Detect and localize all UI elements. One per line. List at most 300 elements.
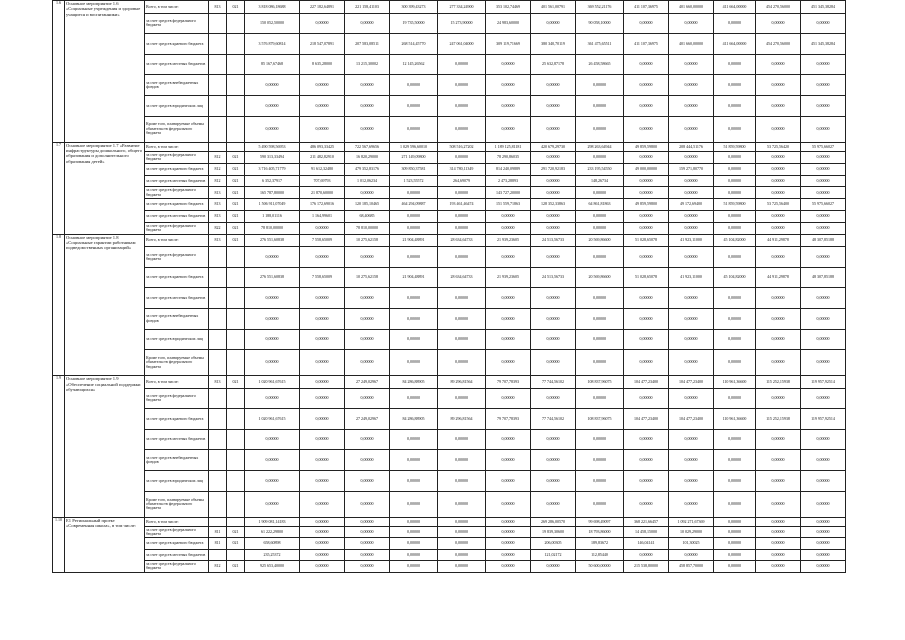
- amount-cell: 0,00000: [801, 450, 846, 471]
- budget-code: [209, 329, 227, 350]
- section-code: 021: [227, 376, 245, 389]
- section-code: [227, 142, 245, 151]
- funding-source: за счет средств местных бюджетов: [145, 549, 209, 560]
- amount-cell: 0,00000: [486, 95, 531, 116]
- section-code: 021: [227, 538, 245, 549]
- amount-cell: 1 909 081,14183: [245, 517, 300, 526]
- amount-cell: 0,00000: [390, 538, 438, 549]
- amount-cell: 411 664,00000: [714, 34, 756, 55]
- section-code: [227, 288, 245, 309]
- amount-cell: 298 263,64944: [576, 142, 624, 151]
- amount-cell: 211 482,82910: [300, 151, 345, 163]
- amount-cell: 0,00000: [345, 350, 390, 376]
- table-row: [53, 491, 846, 517]
- amount-cell: 0,00000: [756, 288, 801, 309]
- amount-cell: 0,00000: [345, 116, 390, 142]
- amount-cell: 0,00000: [345, 517, 390, 526]
- amount-cell: 454 270,56000: [756, 1, 801, 14]
- section-code: [227, 329, 245, 350]
- section-code: [227, 491, 245, 517]
- amount-cell: 78 810,00000: [345, 222, 390, 234]
- amount-cell: 0,00000: [438, 491, 486, 517]
- amount-cell: 20 569,86600: [576, 267, 624, 288]
- table-row: [53, 409, 846, 430]
- section-code: [227, 95, 245, 116]
- amount-cell: 0,00000: [390, 247, 438, 268]
- amount-cell: 0,00000: [438, 429, 486, 450]
- amount-cell: 0,00000: [438, 388, 486, 409]
- amount-cell: 10 029,29000: [669, 527, 714, 538]
- amount-cell: 0,00000: [300, 409, 345, 430]
- amount-cell: 0,00000: [300, 350, 345, 376]
- amount-cell: 0,00000: [245, 75, 300, 96]
- budget-code: 822: [209, 222, 227, 234]
- amount-cell: 0,00000: [756, 187, 801, 199]
- amount-cell: 0,00000: [531, 75, 576, 96]
- amount-cell: 0,00000: [756, 175, 801, 187]
- amount-cell: 7 558,65009: [300, 267, 345, 288]
- amount-cell: 148,26734: [576, 175, 624, 187]
- amount-cell: 0,00000: [390, 308, 438, 329]
- amount-cell: 0,00000: [669, 151, 714, 163]
- amount-cell: 0,00000: [669, 350, 714, 376]
- budget-code: [209, 350, 227, 376]
- amount-cell: 78 810,00000: [245, 222, 300, 234]
- amount-cell: 0,00000: [801, 75, 846, 96]
- table-row: [53, 376, 846, 389]
- amount-cell: 0,00000: [576, 151, 624, 163]
- amount-cell: 0,00000: [624, 429, 669, 450]
- amount-cell: 0,00000: [345, 429, 390, 450]
- amount-cell: 0,00000: [669, 95, 714, 116]
- funding-source: за счет средств федерального бюджета: [145, 527, 209, 538]
- amount-cell: 0,00000: [801, 222, 846, 234]
- funding-source: за счет средств федерального бюджета: [145, 13, 209, 34]
- amount-cell: 0,00000: [714, 308, 756, 329]
- amount-cell: 49 859,59800: [624, 199, 669, 211]
- amount-cell: 45 104,82000: [714, 234, 756, 247]
- budget-code: [209, 549, 227, 560]
- funding-source: за счет средств местных бюджетов: [145, 210, 209, 222]
- amount-cell: 0,00000: [624, 75, 669, 96]
- amount-cell: 0,00000: [714, 471, 756, 492]
- amount-cell: 0,00000: [669, 288, 714, 309]
- item-number: 1.10: [53, 517, 65, 572]
- amount-cell: 0,00000: [390, 471, 438, 492]
- amount-cell: 0,00000: [714, 517, 756, 526]
- amount-cell: 0,00000: [486, 471, 531, 492]
- amount-cell: 0,00000: [390, 549, 438, 560]
- amount-cell: 0,00000: [438, 116, 486, 142]
- amount-cell: 0,00000: [576, 187, 624, 199]
- funding-source: за счет средств внебюджетных фондов: [145, 450, 209, 471]
- section-code: 021: [227, 151, 245, 163]
- amount-cell: 361 475,65511: [576, 34, 624, 55]
- funding-source: Кроме того, планируемые объемы обязательств федерального бюджета: [145, 350, 209, 376]
- funding-source: за счет средств краевого бюджета: [145, 163, 209, 175]
- section-code: 021: [227, 210, 245, 222]
- amount-cell: 0,00000: [245, 116, 300, 142]
- amount-cell: 0,00000: [390, 491, 438, 517]
- amount-cell: 0,00000: [714, 163, 756, 175]
- amount-cell: 0,00000: [714, 527, 756, 538]
- amount-cell: 0,00000: [438, 308, 486, 329]
- budget-code: [209, 491, 227, 517]
- amount-cell: 0,00000: [801, 429, 846, 450]
- amount-cell: 15 273,90000: [438, 13, 486, 34]
- amount-cell: 411 107,36975: [624, 1, 669, 14]
- section-code: [227, 409, 245, 430]
- table-row: [53, 222, 846, 234]
- amount-cell: 0,00000: [390, 75, 438, 96]
- amount-cell: 51 028,65078: [624, 267, 669, 288]
- amount-cell: 0,00000: [390, 187, 438, 199]
- table-row: [53, 142, 846, 151]
- amount-cell: 189,83672: [576, 538, 624, 549]
- amount-cell: 26 458,58665: [576, 54, 624, 75]
- table-row: [53, 561, 846, 572]
- funding-source: за счет средств федерального бюджета: [145, 247, 209, 268]
- amount-cell: 411 107,36975: [624, 34, 669, 55]
- budget-code: [209, 95, 227, 116]
- section-code: 021: [227, 199, 245, 211]
- amount-cell: 0,00000: [756, 222, 801, 234]
- table-row: [53, 471, 846, 492]
- amount-cell: 101,30025: [669, 538, 714, 549]
- section-code: [227, 450, 245, 471]
- amount-cell: 28 634,64733: [438, 267, 486, 288]
- funding-source: за счет средств юридических лиц: [145, 471, 209, 492]
- amount-cell: 276 551,60838: [245, 234, 300, 247]
- amount-cell: 314 780,11349: [438, 163, 486, 175]
- amount-cell: 0,00000: [300, 491, 345, 517]
- amount-cell: 0,00000: [245, 429, 300, 450]
- amount-cell: 0,00000: [486, 247, 531, 268]
- amount-cell: 0,00000: [245, 288, 300, 309]
- amount-cell: 0,00000: [669, 491, 714, 517]
- amount-cell: 380 340,70119: [531, 34, 576, 55]
- amount-cell: 0,00000: [714, 151, 756, 163]
- table-row: [53, 527, 846, 538]
- amount-cell: 0,00000: [669, 75, 714, 96]
- amount-cell: 0,00000: [300, 247, 345, 268]
- amount-cell: 0,00000: [390, 350, 438, 376]
- budget-code: [209, 116, 227, 142]
- amount-cell: 0,00000: [390, 222, 438, 234]
- amount-cell: 0,00000: [714, 95, 756, 116]
- amount-cell: 14 458,15000: [624, 527, 669, 538]
- amount-cell: 0,00000: [801, 527, 846, 538]
- amount-cell: 50 600,00000: [576, 561, 624, 572]
- amount-cell: 78 290,86035: [486, 151, 531, 163]
- amount-cell: 115 252,15938: [756, 409, 801, 430]
- amount-cell: 0,00000: [801, 329, 846, 350]
- amount-cell: 0,00000: [714, 350, 756, 376]
- amount-cell: 0,00000: [345, 549, 390, 560]
- table-row: [53, 234, 846, 247]
- table-row: [53, 95, 846, 116]
- amount-cell: 0,00000: [300, 13, 345, 34]
- amount-cell: 49 000,00000: [624, 163, 669, 175]
- amount-cell: 104 477,23400: [669, 409, 714, 430]
- amount-cell: 0,00000: [438, 561, 486, 572]
- amount-cell: 0,00000: [438, 54, 486, 75]
- amount-cell: 55 975,66027: [801, 199, 846, 211]
- amount-cell: 0,00000: [624, 549, 669, 560]
- amount-cell: 146,04141: [624, 538, 669, 549]
- amount-cell: 0,00000: [345, 471, 390, 492]
- amount-cell: 218 547,07891: [300, 34, 345, 55]
- amount-cell: 27 249,02967: [345, 376, 390, 389]
- section-code: [227, 13, 245, 34]
- amount-cell: 0,00000: [801, 388, 846, 409]
- budget-code: [209, 13, 227, 34]
- amount-cell: 119 957,92514: [801, 409, 846, 430]
- amount-cell: 53 725,56420: [756, 142, 801, 151]
- budget-code: [209, 450, 227, 471]
- amount-cell: 0,00000: [300, 538, 345, 549]
- amount-cell: 0,00000: [576, 247, 624, 268]
- amount-cell: 0,00000: [531, 175, 576, 187]
- amount-cell: 0,00000: [390, 388, 438, 409]
- item-number: 1.7: [53, 142, 65, 234]
- budget-code: [209, 517, 227, 526]
- amount-cell: 0,00000: [801, 95, 846, 116]
- amount-cell: 85 167,67468: [245, 54, 300, 75]
- amount-cell: 0,00000: [714, 210, 756, 222]
- amount-cell: 0,00000: [624, 151, 669, 163]
- amount-cell: 0,00000: [756, 491, 801, 517]
- amount-cell: 193 461,46474: [438, 199, 486, 211]
- amount-cell: 110 961,36600: [714, 376, 756, 389]
- amount-cell: 27 249,02967: [345, 409, 390, 430]
- amount-cell: 21 904,48891: [390, 234, 438, 247]
- amount-cell: 0,00000: [486, 350, 531, 376]
- amount-cell: 0,00000: [576, 388, 624, 409]
- amount-cell: 401 561,00791: [531, 1, 576, 14]
- amount-cell: 0,00000: [756, 517, 801, 526]
- amount-cell: 0,00000: [531, 187, 576, 199]
- section-code: [227, 75, 245, 96]
- amount-cell: 0,00000: [801, 471, 846, 492]
- amount-cell: 0,00000: [801, 13, 846, 34]
- measure-name: Основное мероприятие 1.8 «Социальные гарантии работникам подведомственных организаций»: [65, 234, 145, 376]
- amount-cell: 0,00000: [531, 561, 576, 572]
- amount-cell: 41 923,11000: [669, 234, 714, 247]
- amount-cell: 0,00000: [531, 151, 576, 163]
- section-code: [227, 267, 245, 288]
- amount-cell: 0,00000: [300, 222, 345, 234]
- amount-cell: 0,00000: [714, 538, 756, 549]
- amount-cell: 0,00000: [531, 388, 576, 409]
- amount-cell: 0,00000: [801, 116, 846, 142]
- funding-source: за счет средств юридических лиц: [145, 329, 209, 350]
- table-row: [53, 175, 846, 187]
- amount-cell: 0,00000: [300, 429, 345, 450]
- table-row: [53, 538, 846, 549]
- amount-cell: 0,00000: [669, 222, 714, 234]
- amount-cell: 0,00000: [245, 308, 300, 329]
- amount-cell: 454 270,56000: [756, 34, 801, 55]
- amount-cell: 0,00000: [576, 308, 624, 329]
- amount-cell: 0,00000: [801, 491, 846, 517]
- funding-source: за счет средств федерального бюджета: [145, 388, 209, 409]
- amount-cell: 0,00000: [531, 288, 576, 309]
- amount-cell: 0,00000: [714, 247, 756, 268]
- amount-cell: 0,00000: [531, 450, 576, 471]
- amount-cell: 0,00000: [576, 75, 624, 96]
- amount-cell: 411 664,00000: [714, 1, 756, 14]
- section-code: [227, 247, 245, 268]
- table-row: [53, 13, 846, 34]
- amount-cell: 0,00000: [669, 187, 714, 199]
- amount-cell: 0,00000: [624, 388, 669, 409]
- amount-cell: 0,00000: [438, 95, 486, 116]
- amount-cell: 0,00000: [438, 471, 486, 492]
- amount-cell: 207 583,08511: [345, 34, 390, 55]
- amount-cell: 121,02172: [531, 549, 576, 560]
- amount-cell: 0,00000: [801, 175, 846, 187]
- funding-source: за счет средств федерального бюджета: [145, 187, 209, 199]
- section-code: [227, 388, 245, 409]
- amount-cell: 0,00000: [531, 308, 576, 329]
- amount-cell: 221 158,41103: [345, 1, 390, 14]
- amount-cell: 0,00000: [714, 175, 756, 187]
- funding-source: за счет средств юридических лиц: [145, 95, 209, 116]
- amount-cell: 0,00000: [438, 549, 486, 560]
- amount-cell: 0,00000: [576, 350, 624, 376]
- funding-source: за счет средств местных бюджетов: [145, 429, 209, 450]
- amount-cell: 269 286,00570: [531, 517, 576, 526]
- amount-cell: 0,00000: [300, 549, 345, 560]
- amount-cell: 91 612,32480: [300, 163, 345, 175]
- amount-cell: 0,00000: [669, 116, 714, 142]
- section-code: [227, 34, 245, 55]
- amount-cell: 264,69079: [438, 175, 486, 187]
- amount-cell: 89 296,81564: [438, 376, 486, 389]
- amount-cell: 24 513,56733: [531, 234, 576, 247]
- amount-cell: 0,00000: [624, 308, 669, 329]
- amount-cell: 0,00000: [756, 75, 801, 96]
- amount-cell: 309 119,71669: [486, 34, 531, 55]
- amount-cell: 0,00000: [245, 95, 300, 116]
- funding-source: за счет средств краевого бюджета: [145, 34, 209, 55]
- amount-cell: 0,00000: [801, 308, 846, 329]
- table-row: [53, 1, 846, 14]
- amount-cell: 0,00000: [438, 210, 486, 222]
- section-code: [227, 116, 245, 142]
- amount-cell: 0,00000: [756, 13, 801, 34]
- amount-cell: 0,00000: [714, 491, 756, 517]
- amount-cell: 49 172,69400: [669, 199, 714, 211]
- amount-cell: 1 189 125,81181: [486, 142, 531, 151]
- amount-cell: 0,00000: [486, 527, 531, 538]
- amount-cell: 0,00000: [624, 247, 669, 268]
- amount-cell: 0,00000: [438, 151, 486, 163]
- budget-code: 811: [209, 527, 227, 538]
- amount-cell: 1 029 596,60010: [390, 142, 438, 151]
- amount-cell: 0,00000: [624, 13, 669, 34]
- amount-cell: 0,00000: [576, 210, 624, 222]
- amount-cell: 112,85440: [576, 549, 624, 560]
- amount-cell: 79 707,78393: [486, 376, 531, 389]
- amount-cell: 0,00000: [300, 75, 345, 96]
- funding-source: Всего, в том числе:: [145, 517, 209, 526]
- amount-cell: 0,00000: [531, 329, 576, 350]
- table-row: [53, 517, 846, 526]
- amount-cell: 41 923,11000: [669, 267, 714, 288]
- amount-cell: 0,00000: [624, 450, 669, 471]
- amount-cell: 108 837,96075: [576, 376, 624, 389]
- amount-cell: 0,00000: [486, 116, 531, 142]
- amount-cell: 151 559,71863: [486, 199, 531, 211]
- funding-source: за счет средств краевого бюджета: [145, 199, 209, 211]
- section-code: 021: [227, 234, 245, 247]
- amount-cell: 0,00000: [714, 429, 756, 450]
- section-code: 021: [227, 561, 245, 572]
- amount-cell: 0,00000: [486, 429, 531, 450]
- amount-cell: 3 818 086,18688: [245, 1, 300, 14]
- amount-cell: 0,00000: [345, 538, 390, 549]
- budget-code: 812: [209, 561, 227, 572]
- amount-cell: 0,00000: [576, 222, 624, 234]
- amount-cell: 479 352,83176: [345, 163, 390, 175]
- amount-cell: 0,00000: [714, 75, 756, 96]
- budget-code: 813: [209, 210, 227, 222]
- section-code: 021: [227, 527, 245, 538]
- funding-source: Всего, в том числе:: [145, 376, 209, 389]
- amount-cell: 215 538,80000: [624, 561, 669, 572]
- section-code: 021: [227, 175, 245, 187]
- amount-cell: 21 904,48891: [390, 267, 438, 288]
- budget-code: 812: [209, 163, 227, 175]
- amount-cell: 0,00000: [669, 329, 714, 350]
- amount-cell: 0,00000: [345, 527, 390, 538]
- amount-cell: 0,00000: [801, 549, 846, 560]
- amount-cell: 508 516,27202: [438, 142, 486, 151]
- amount-cell: 49 859,59800: [624, 142, 669, 151]
- funding-source: Всего, в том числе:: [145, 1, 209, 14]
- amount-cell: 0,00000: [714, 549, 756, 560]
- amount-cell: 277 334,24900: [438, 1, 486, 14]
- amount-cell: 0,00000: [486, 388, 531, 409]
- budget-code: 813: [209, 234, 227, 247]
- amount-cell: 0,00000: [531, 247, 576, 268]
- amount-cell: 0,00000: [669, 210, 714, 222]
- amount-cell: 0,00000: [714, 288, 756, 309]
- amount-cell: 0,00000: [756, 54, 801, 75]
- amount-cell: 20 569,86600: [576, 234, 624, 247]
- section-code: [227, 549, 245, 560]
- amount-cell: 12 145,26562: [390, 54, 438, 75]
- amount-cell: 0,00000: [486, 54, 531, 75]
- amount-cell: 0,00000: [576, 450, 624, 471]
- amount-cell: 84 286,88905: [390, 376, 438, 389]
- amount-cell: 0,00000: [438, 247, 486, 268]
- amount-cell: 0,00000: [531, 350, 576, 376]
- amount-cell: 0,00000: [486, 491, 531, 517]
- amount-cell: 0,00000: [669, 450, 714, 471]
- budget-code: [209, 409, 227, 430]
- measure-name: E1 Региональный проект «Современная школа», в том числе:: [65, 517, 145, 572]
- amount-cell: 0,00000: [624, 187, 669, 199]
- amount-cell: 0,00000: [438, 222, 486, 234]
- table-row: [53, 350, 846, 376]
- budget-code: [209, 471, 227, 492]
- amount-cell: 276 551,60838: [245, 267, 300, 288]
- table-row: [53, 388, 846, 409]
- amount-cell: 0,00000: [669, 13, 714, 34]
